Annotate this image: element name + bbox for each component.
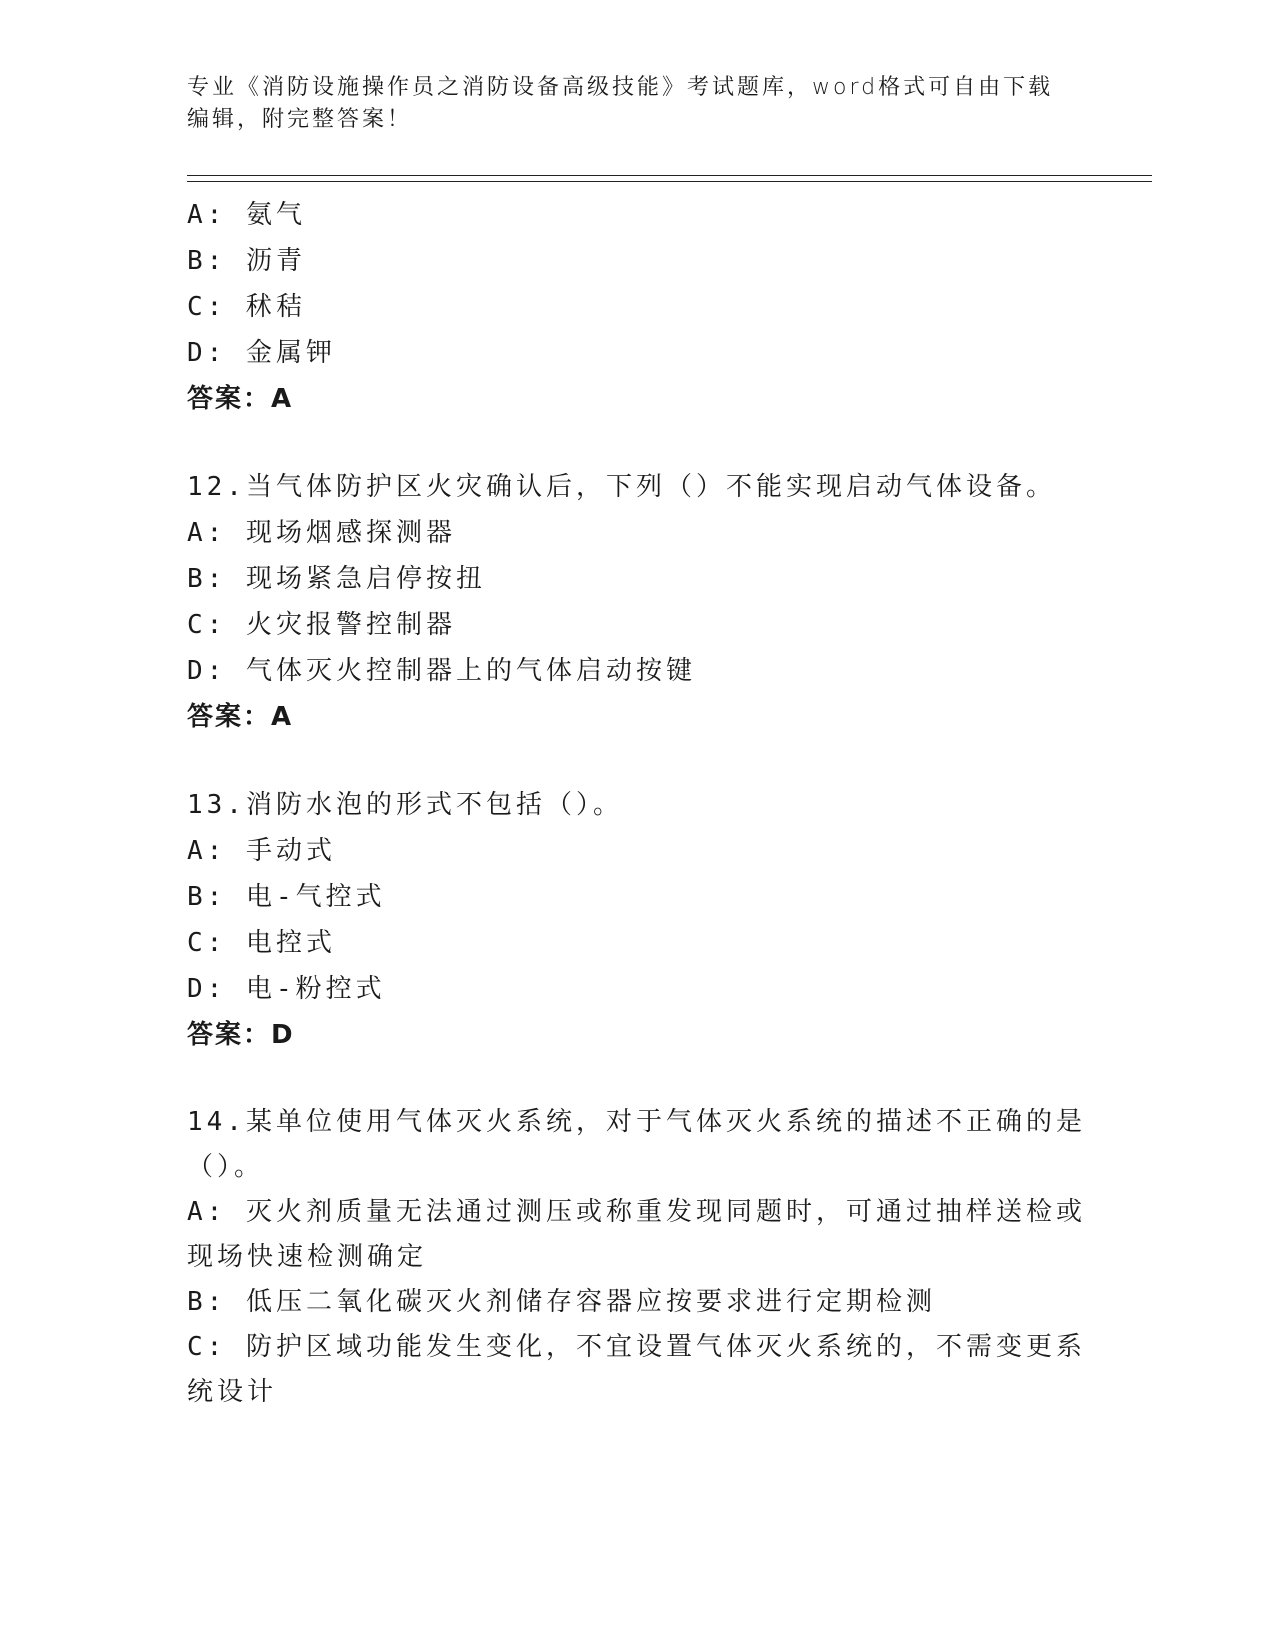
option-b: B: 电-气控式: [187, 882, 386, 912]
option-b: B: 沥青: [187, 246, 306, 276]
question-block-12: [187, 464, 1087, 740]
option-d: D: 电-粉控式: [187, 974, 386, 1004]
spacer: [187, 740, 1087, 782]
spacer: [187, 1058, 1087, 1100]
option-c: C: 电控式: [187, 928, 336, 958]
option-b: B: 低压二氧化碳灭火剂储存容器应按要求进行定期检测: [187, 1287, 936, 1317]
option-b: B: 现场紧急启停按扭: [187, 564, 486, 594]
question-text: 12.当气体防护区火灾确认后，下列（）不能实现启动气体设备。: [187, 472, 1056, 502]
question-text: 13.消防水泡的形式不包括（）。: [187, 790, 623, 820]
header-divider-bottom: [187, 181, 1152, 182]
question-text: 14.某单位使用气体灭火系统，对于气体灭火系统的描述不正确的是（）。: [187, 1107, 1086, 1182]
option-a: A: 手动式: [187, 836, 336, 866]
header-divider-top: [187, 175, 1152, 176]
option-c: C: 防护区域功能发生变化，不宜设置气体灭火系统的，不需变更系统设计: [187, 1332, 1086, 1407]
question-content: [187, 192, 1087, 1415]
option-a: A: 氨气: [187, 200, 306, 230]
option-d: D: 气体灭火控制器上的气体启动按键: [187, 656, 696, 686]
option-c: C: 火灾报警控制器: [187, 610, 456, 640]
answer-line: 答案：A: [187, 384, 294, 414]
question-block-11: [187, 192, 1087, 422]
spacer: [187, 422, 1087, 464]
option-c: C: 秫秸: [187, 292, 306, 322]
option-a: A: 现场烟感探测器: [187, 518, 456, 548]
option-a: A: 灭火剂质量无法通过测压或称重发现同题时，可通过抽样送检或现场快速检测确定: [187, 1197, 1086, 1272]
question-block-13: [187, 782, 1087, 1058]
question-block-14: [187, 1100, 1087, 1415]
answer-line: 答案：A: [187, 702, 294, 732]
answer-line: 答案：D: [187, 1020, 295, 1050]
option-d: D: 金属钾: [187, 338, 336, 368]
document-header: 专业《消防设施操作员之消防设备高级技能》考试题库，word格式可自由下载编辑，附完整答案！: [187, 75, 1054, 132]
